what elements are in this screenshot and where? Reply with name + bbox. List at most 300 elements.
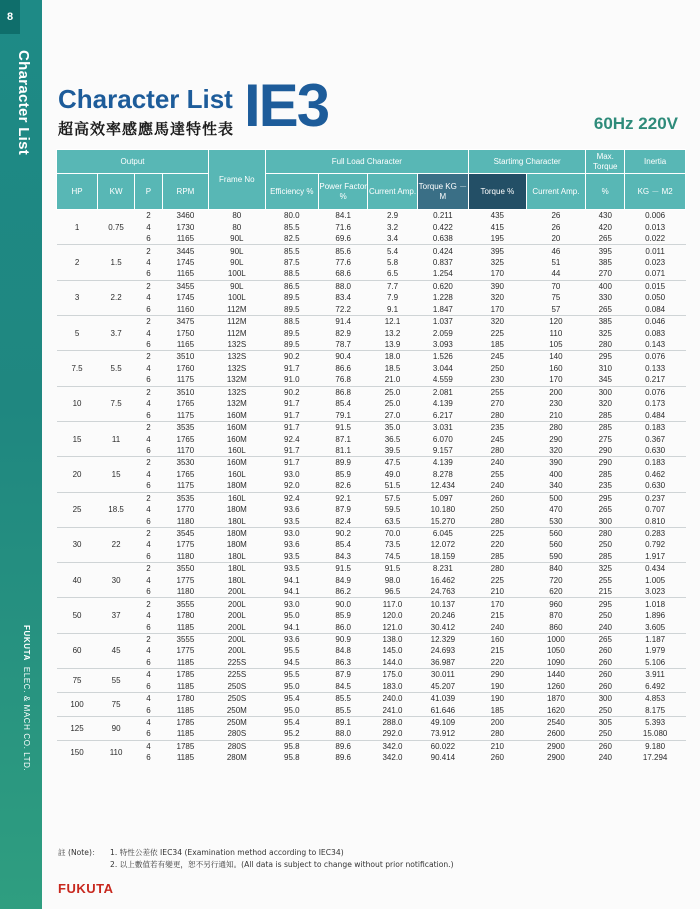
- cell-rpm: 1765: [176, 399, 195, 409]
- cell-torque: 9.157: [432, 445, 453, 455]
- cell-frame: 250M: [226, 705, 247, 715]
- cell-p: 2: [135, 210, 163, 222]
- cell-start-torque: 195: [490, 234, 505, 244]
- cell-kw: 18.5: [98, 492, 135, 527]
- cell-frame: 132S: [209, 351, 266, 363]
- cell-start-torque: 255: [490, 469, 505, 479]
- cell-p: 6: [146, 587, 151, 597]
- header-inertia-unit: KG － M2: [625, 174, 686, 210]
- cell-torque: 1.847: [432, 304, 453, 314]
- cell-max-torque-pct: 300: [598, 516, 612, 526]
- cell-p: 4: [135, 740, 163, 752]
- cell-power-factor: 85.4: [335, 399, 351, 409]
- cell-start-torque: 225: [490, 328, 505, 338]
- cell-p: 6: [146, 269, 151, 279]
- cell-torque: 0.211: [417, 210, 468, 222]
- cell-rpm: 1185: [176, 753, 195, 763]
- cell-frame: 132S: [227, 363, 247, 373]
- cell-power-factor: 89.9: [319, 457, 368, 469]
- cell-efficiency: 95.8: [265, 740, 318, 752]
- table-row: [57, 315, 686, 327]
- cell-power-factor: 91.5: [319, 421, 368, 433]
- cell-efficiency: 93.6: [265, 633, 318, 645]
- cell-rpm: 1165: [176, 269, 195, 279]
- cell-start-torque: 280: [490, 410, 505, 420]
- cell-power-factor: 85.9: [335, 611, 351, 621]
- cell-rpm: 1165: [176, 340, 195, 350]
- cell-rpm: 1185: [176, 729, 195, 739]
- cell-inertia: 0.006: [625, 210, 686, 222]
- cell-inertia: 0.183: [625, 421, 686, 433]
- cell-max-torque-pct: 260: [598, 657, 612, 667]
- cell-p: 4: [146, 399, 151, 409]
- cell-current: 70.0: [368, 527, 417, 539]
- table-row: [57, 492, 686, 504]
- header-start-current: Current Amp.: [526, 174, 586, 210]
- cell-torque: 10.137: [417, 598, 468, 610]
- cell-efficiency: 93.5: [284, 516, 300, 526]
- cell-current: 51.5: [384, 481, 401, 491]
- cell-power-factor: 84.8: [335, 646, 351, 656]
- cell-current: 74.5: [384, 551, 401, 561]
- cell-power-factor: 88.0: [335, 729, 351, 739]
- cell-current: 183.0: [382, 681, 403, 691]
- cell-start-current: 720: [549, 575, 563, 585]
- cell-efficiency: 91.7: [284, 445, 300, 455]
- cell-torque: 45.207: [430, 681, 456, 691]
- cell-start-torque: 260: [469, 492, 527, 504]
- cell-max-torque-pct: 345: [598, 375, 612, 385]
- cell-kw: 75: [98, 692, 135, 716]
- character-table-wrap: [56, 149, 686, 764]
- cell-torque: 3.031: [417, 421, 468, 433]
- cell-current: 21.0: [384, 375, 401, 385]
- table-row: [57, 445, 686, 457]
- table-row: [57, 233, 686, 245]
- cell-inertia: 1.917: [645, 551, 666, 561]
- cell-p: 4: [146, 257, 151, 267]
- cell-rpm: 3535: [162, 492, 208, 504]
- cell-frame: 90L: [209, 280, 266, 292]
- cell-power-factor: 84.9: [335, 575, 351, 585]
- cell-efficiency: 92.4: [284, 434, 300, 444]
- cell-start-torque: 270: [490, 399, 505, 409]
- cell-p: 6: [146, 304, 151, 314]
- table-row: [57, 740, 686, 752]
- cell-current: 9.1: [386, 304, 399, 314]
- cell-kw: 2.2: [98, 280, 135, 315]
- cell-current: 91.5: [368, 563, 417, 575]
- cell-torque: 8.278: [432, 469, 453, 479]
- cell-max-torque-pct: 265: [598, 234, 612, 244]
- cell-current: 121.0: [382, 622, 403, 632]
- cell-current: 3.2: [386, 222, 399, 232]
- cell-rpm: 1785: [162, 740, 208, 752]
- cell-p: 6: [146, 753, 151, 763]
- cell-current: 342.0: [382, 753, 403, 763]
- cell-start-torque: 160: [469, 633, 527, 645]
- cell-torque: 60.022: [417, 740, 468, 752]
- cell-power-factor: 68.6: [335, 269, 351, 279]
- cell-frame: 180L: [227, 575, 246, 585]
- page-subtitle: 超高效率感應馬達特性表: [58, 120, 235, 138]
- cell-start-torque: 395: [469, 245, 527, 257]
- cell-max-torque-pct: 255: [598, 575, 612, 585]
- cell-frame: 160M: [226, 410, 247, 420]
- cell-max-torque-pct: 265: [598, 304, 612, 314]
- cell-rpm: 1185: [176, 681, 195, 691]
- cell-max-torque-pct: 305: [586, 716, 625, 728]
- table-row: [57, 621, 686, 633]
- cell-torque: 73.912: [430, 729, 456, 739]
- cell-current: 5.4: [368, 245, 417, 257]
- cell-frame: 180M: [226, 505, 247, 515]
- cell-power-factor: 89.6: [319, 740, 368, 752]
- table-row: [57, 421, 686, 433]
- header-starting: Startimg Character: [469, 150, 586, 174]
- cell-power-factor: 85.6: [319, 245, 368, 257]
- cell-p: 4: [146, 611, 151, 621]
- cell-inertia: 0.084: [645, 304, 666, 314]
- cell-start-current: 1260: [547, 681, 565, 691]
- cell-current: 39.5: [384, 445, 401, 455]
- cell-power-factor: 90.2: [319, 527, 368, 539]
- cell-kw: 1.5: [98, 245, 135, 280]
- cell-power-factor: 81.1: [335, 445, 351, 455]
- cell-max-torque-pct: 285: [598, 469, 612, 479]
- header-start-torque: Torque %: [469, 174, 527, 210]
- cell-torque: 3.093: [432, 340, 453, 350]
- cell-kw: 3.7: [98, 315, 135, 350]
- cell-start-torque: 325: [490, 257, 505, 267]
- table-row: [57, 363, 686, 374]
- cell-inertia: 6.492: [645, 681, 666, 691]
- cell-p: 6: [146, 705, 151, 715]
- cell-torque: 6.070: [432, 434, 453, 444]
- cell-start-torque: 215: [490, 611, 505, 621]
- cell-max-torque-pct: 240: [598, 753, 612, 763]
- cell-max-torque-pct: 280: [598, 340, 612, 350]
- cell-max-torque-pct: 285: [586, 421, 625, 433]
- side-title: Character List: [15, 50, 32, 156]
- cell-efficiency: 93.5: [284, 551, 300, 561]
- footnotes: [58, 847, 454, 871]
- cell-efficiency: 93.0: [265, 598, 318, 610]
- cell-max-torque-pct: 300: [586, 386, 625, 398]
- cell-rpm: 1775: [176, 540, 195, 550]
- cell-power-factor: 72.2: [335, 304, 351, 314]
- cell-kw: 110: [98, 740, 135, 763]
- cell-start-torque: 235: [469, 421, 527, 433]
- cell-torque: 12.329: [417, 633, 468, 645]
- cell-torque: 5.097: [417, 492, 468, 504]
- cell-torque: 4.139: [417, 457, 468, 469]
- cell-current: 117.0: [368, 598, 417, 610]
- cell-rpm: 1745: [176, 257, 195, 267]
- cell-efficiency: 93.6: [284, 505, 300, 515]
- cell-inertia: 1.896: [645, 611, 666, 621]
- cell-kw: 7.5: [98, 386, 135, 421]
- cell-start-torque: 390: [469, 280, 527, 292]
- cell-efficiency: 93.5: [265, 563, 318, 575]
- cell-rpm: 1730: [176, 222, 195, 232]
- cell-efficiency: 95.0: [284, 681, 300, 691]
- cell-max-torque-pct: 395: [586, 245, 625, 257]
- cell-current: 240.0: [368, 692, 417, 704]
- cell-start-torque: 245: [469, 351, 527, 363]
- cell-start-current: 1050: [547, 646, 565, 656]
- cell-max-torque-pct: 400: [586, 280, 625, 292]
- frequency-label: 60Hz 220V: [593, 114, 678, 133]
- cell-frame: 180L: [227, 516, 246, 526]
- table-row: [57, 374, 686, 386]
- cell-max-torque-pct: 285: [598, 551, 612, 561]
- side-company-brand: FUKUTA: [22, 625, 31, 661]
- cell-start-current: 51: [551, 257, 561, 267]
- cell-rpm: 1180: [176, 587, 195, 597]
- cell-current: 138.0: [368, 633, 417, 645]
- cell-current: 7.7: [368, 280, 417, 292]
- cell-inertia: 1.005: [645, 575, 666, 585]
- cell-rpm: 3555: [162, 598, 208, 610]
- cell-max-torque-pct: 320: [598, 399, 612, 409]
- cell-frame: 132M: [226, 375, 247, 385]
- cell-start-torque: 215: [490, 646, 505, 656]
- cell-inertia: 0.023: [645, 257, 666, 267]
- cell-frame: 160M: [209, 457, 266, 469]
- cell-frame: 280S: [227, 729, 247, 739]
- table-row: [57, 586, 686, 598]
- header-full-load: Full Load Character: [265, 150, 468, 174]
- cell-p: 6: [146, 516, 151, 526]
- cell-power-factor: 85.9: [335, 469, 351, 479]
- cell-frame: 280S: [209, 740, 266, 752]
- cell-inertia: 0.046: [625, 315, 686, 327]
- cell-current: 12.1: [368, 315, 417, 327]
- cell-current: 288.0: [368, 716, 417, 728]
- cell-inertia: 1.187: [625, 633, 686, 645]
- cell-start-torque: 240: [469, 457, 527, 469]
- cell-start-current: 280: [526, 421, 586, 433]
- table-row: [57, 398, 686, 409]
- cell-efficiency: 88.5: [265, 315, 318, 327]
- cell-rpm: 1175: [176, 410, 195, 420]
- cell-start-torque: 290: [469, 669, 527, 681]
- cell-start-torque: 225: [469, 527, 527, 539]
- cell-frame: 160L: [227, 469, 246, 479]
- cell-p: 2: [135, 280, 163, 292]
- cell-kw: 15: [98, 457, 135, 492]
- cell-current: 73.5: [384, 540, 401, 550]
- cell-max-torque-pct: 260: [586, 740, 625, 752]
- cell-efficiency: 93.6: [284, 540, 300, 550]
- cell-inertia: 0.076: [625, 386, 686, 398]
- cell-torque: 49.109: [417, 716, 468, 728]
- cell-rpm: 3510: [162, 386, 208, 398]
- cell-start-current: 2600: [547, 729, 565, 739]
- header-torque: Torque KG － M: [417, 174, 468, 210]
- cell-efficiency: 91.7: [284, 410, 300, 420]
- cell-p: 4: [146, 505, 151, 515]
- cell-rpm: 1775: [176, 646, 195, 656]
- table-row: [57, 210, 686, 222]
- cell-frame: 100L: [227, 269, 246, 279]
- cell-p: 4: [146, 293, 151, 303]
- cell-power-factor: 88.0: [319, 280, 368, 292]
- cell-hp: 30: [57, 527, 98, 562]
- ie3-mark: IE3: [244, 72, 329, 139]
- cell-max-torque-pct: 310: [598, 363, 612, 373]
- cell-frame: 180M: [209, 527, 266, 539]
- cell-max-torque-pct: 420: [598, 222, 612, 232]
- cell-current: 57.5: [368, 492, 417, 504]
- cell-frame: 250S: [209, 692, 266, 704]
- cell-start-current: 870: [549, 611, 563, 621]
- cell-power-factor: 92.1: [319, 492, 368, 504]
- cell-power-factor: 71.6: [335, 222, 351, 232]
- cell-hp: 60: [57, 633, 98, 668]
- cell-rpm: 1160: [176, 304, 195, 314]
- table-row: [57, 304, 686, 316]
- cell-start-current: 140: [526, 351, 586, 363]
- table-row: [57, 669, 686, 681]
- cell-p: 6: [146, 340, 151, 350]
- cell-start-current: 200: [526, 386, 586, 398]
- cell-current: 18.0: [368, 351, 417, 363]
- table-row: [57, 245, 686, 257]
- table-row: [57, 598, 686, 610]
- table-row: [57, 457, 686, 469]
- cell-efficiency: 95.2: [284, 729, 300, 739]
- cell-rpm: 3475: [162, 315, 208, 327]
- cell-max-torque-pct: 325: [586, 563, 625, 575]
- cell-start-torque: 250: [490, 363, 505, 373]
- cell-power-factor: 89.6: [335, 753, 351, 763]
- cell-torque: 30.011: [417, 669, 468, 681]
- cell-start-current: 560: [526, 527, 586, 539]
- cell-max-torque-pct: 250: [598, 705, 612, 715]
- cell-rpm: 3510: [162, 351, 208, 363]
- cell-rpm: 1785: [162, 716, 208, 728]
- table-row: [57, 551, 686, 563]
- cell-hp: 3: [57, 280, 98, 315]
- note-label: 註 (Note)：: [58, 848, 100, 857]
- cell-efficiency: 94.1: [284, 622, 300, 632]
- cell-start-current: 1870: [526, 692, 586, 704]
- cell-inertia: 0.133: [645, 363, 666, 373]
- cell-power-factor: 87.9: [319, 669, 368, 681]
- table-row: [57, 292, 686, 303]
- table-row: [57, 221, 686, 232]
- cell-frame: 225S: [227, 657, 247, 667]
- cell-power-factor: 78.7: [335, 340, 351, 350]
- cell-start-torque: 210: [469, 740, 527, 752]
- cell-start-torque: 230: [490, 375, 505, 385]
- note-1: 1. 特性公差依 IEC34 (Examination method according to IEC34): [110, 848, 344, 857]
- cell-p: 6: [146, 681, 151, 691]
- cell-start-current: 560: [549, 540, 563, 550]
- cell-power-factor: 86.8: [319, 386, 368, 398]
- cell-rpm: 3535: [162, 421, 208, 433]
- cell-frame: 112M: [227, 304, 247, 314]
- table-row: [57, 257, 686, 268]
- cell-p: 2: [135, 245, 163, 257]
- table-row: [57, 280, 686, 292]
- cell-hp: 2: [57, 245, 98, 280]
- cell-start-torque: 255: [469, 386, 527, 398]
- cell-torque: 16.462: [430, 575, 456, 585]
- cell-power-factor: 87.9: [335, 505, 351, 515]
- cell-start-current: 70: [526, 280, 586, 292]
- cell-p: 2: [135, 315, 163, 327]
- cell-start-torque: 240: [490, 481, 505, 491]
- cell-efficiency: 95.0: [284, 705, 300, 715]
- cell-hp: 15: [57, 421, 98, 456]
- cell-start-current: 340: [549, 481, 563, 491]
- cell-start-current: 290: [549, 434, 563, 444]
- cell-max-torque-pct: 430: [586, 210, 625, 222]
- cell-start-torque: 280: [490, 516, 505, 526]
- cell-frame: 200L: [209, 633, 266, 645]
- cell-inertia: 3.911: [625, 669, 686, 681]
- cell-inertia: 1.979: [645, 646, 666, 656]
- cell-start-current: 590: [549, 551, 563, 561]
- cell-start-current: 26: [526, 210, 586, 222]
- cell-rpm: 3455: [162, 280, 208, 292]
- cell-current: 96.5: [384, 587, 401, 597]
- table-row: [57, 339, 686, 351]
- cell-rpm: 3550: [162, 563, 208, 575]
- cell-inertia: 0.011: [625, 245, 686, 257]
- cell-inertia: 0.792: [645, 540, 666, 550]
- cell-start-current: 320: [549, 445, 563, 455]
- cell-current: 18.5: [384, 363, 401, 373]
- cell-frame: 250M: [209, 716, 266, 728]
- cell-start-current: 46: [526, 245, 586, 257]
- cell-inertia: 0.367: [645, 434, 666, 444]
- cell-start-current: 470: [549, 505, 563, 515]
- cell-frame: 200L: [227, 646, 246, 656]
- cell-torque: 0.620: [417, 280, 468, 292]
- table-row: [57, 268, 686, 280]
- cell-max-torque-pct: 300: [586, 692, 625, 704]
- cell-frame: 100L: [227, 293, 246, 303]
- cell-rpm: 1745: [176, 293, 195, 303]
- cell-rpm: 1765: [176, 469, 195, 479]
- cell-frame: 160M: [209, 421, 266, 433]
- header-power-factor: Power Factor %: [319, 174, 368, 210]
- cell-torque: 30.412: [430, 622, 456, 632]
- cell-start-current: 400: [549, 469, 563, 479]
- cell-start-torque: 220: [490, 540, 505, 550]
- cell-start-torque: 210: [490, 587, 505, 597]
- cell-start-current: 2900: [547, 753, 565, 763]
- header-output: Output: [57, 150, 209, 174]
- cell-torque: 12.434: [430, 481, 456, 491]
- cell-frame: 80: [209, 210, 266, 222]
- cell-current: 47.5: [368, 457, 417, 469]
- header-frame-no: Frame No: [209, 150, 266, 210]
- cell-hp: 75: [57, 669, 98, 693]
- cell-inertia: 0.022: [645, 234, 666, 244]
- cell-p: 6: [146, 622, 151, 632]
- cell-efficiency: 95.0: [284, 611, 300, 621]
- cell-start-torque: 170: [490, 269, 505, 279]
- cell-rpm: 1770: [176, 505, 195, 515]
- cell-power-factor: 69.6: [335, 234, 351, 244]
- cell-start-current: 20: [551, 234, 561, 244]
- cell-p: 6: [146, 375, 151, 385]
